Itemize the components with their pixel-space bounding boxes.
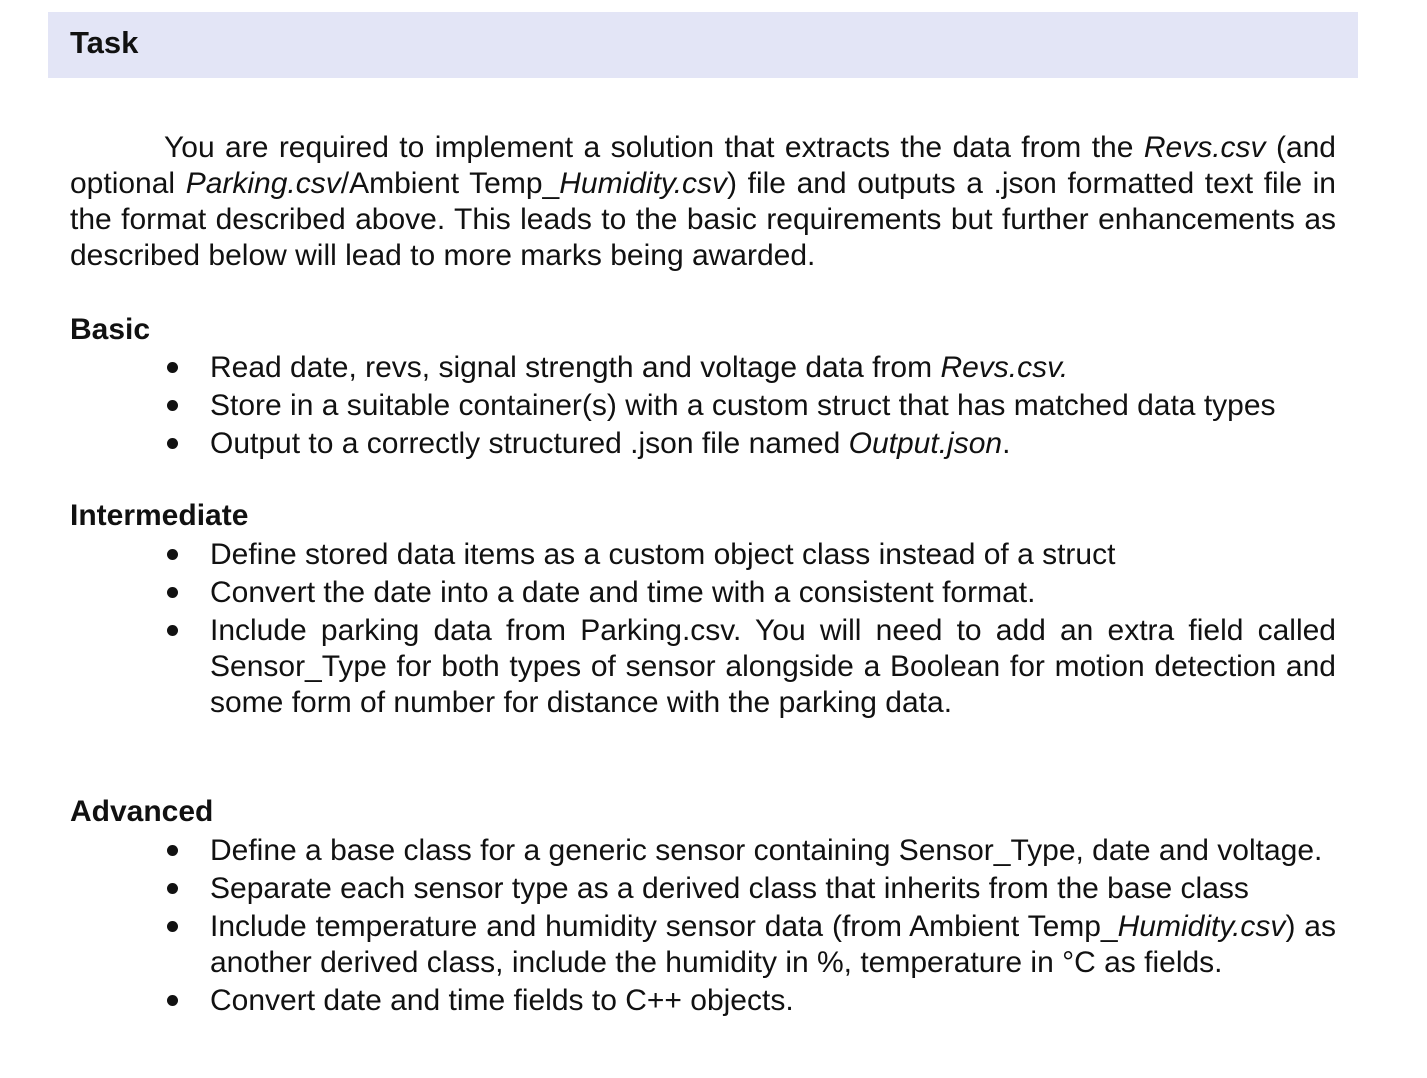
basic-item-3-file: Output.json [848, 427, 1003, 460]
bullet-icon [167, 587, 178, 598]
task-header-bar [48, 12, 1358, 78]
basic-list [0, 350, 1336, 464]
intermediate-heading: Intermediate [70, 499, 249, 532]
bullet-icon [167, 362, 178, 373]
basic-item-2-text: Store in a suitable container(s) with a custom struct that has matched data types [210, 389, 1276, 422]
basic-item-1-file: Revs.csv. [940, 351, 1069, 384]
bullet-icon [167, 549, 178, 560]
list-item [0, 613, 1336, 721]
list-item [0, 909, 1336, 981]
list-item [0, 537, 1336, 573]
basic-item-1-text: Read date, revs, signal strength and voltage data from [210, 351, 941, 384]
list-item [0, 575, 1336, 611]
advanced-item-2-text: Separate each sensor type as a derived class that inherits from the base class [210, 872, 1249, 905]
revs-filename: Revs.csv [1143, 131, 1266, 164]
intermediate-item-3-text: Include parking data from Parking.csv. You will need to add an extra field called Sensor_Type for both types of sensor alongside a Boolean for motion detection and some form of number for distance with the parking data. [210, 614, 1336, 719]
basic-heading: Basic [70, 313, 151, 346]
bullet-icon [167, 400, 178, 411]
list-item [0, 983, 1336, 1019]
bullet-icon [167, 625, 178, 636]
humidity-filename: Humidity.csv [559, 167, 728, 200]
basic-item-3-end: . [1002, 427, 1011, 460]
intro-text-2: (and optional [70, 131, 1336, 200]
list-item [0, 871, 1336, 907]
advanced-item-1-text: Define a base class for a generic sensor containing Sensor_Type, date and voltage. [210, 834, 1323, 867]
bullet-icon [167, 438, 178, 449]
intermediate-list [0, 537, 1336, 723]
advanced-item-4-text: Convert date and time fields to C++ objects. [210, 984, 794, 1017]
bullet-icon [167, 921, 178, 932]
advanced-list [0, 833, 1336, 1021]
list-item [0, 833, 1336, 869]
intermediate-item-1-text: Define stored data items as a custom object class instead of a struct [210, 538, 1116, 571]
intro-text-4: ) file and outputs a .json formatted text file in the format described above. This leads to the basic requirements but further enhancements as described below will lead to more marks being awarded. [70, 167, 1336, 272]
task-title: Task [70, 25, 139, 60]
advanced-item-3-file: Humidity.csv [1117, 910, 1286, 943]
intermediate-item-2-text: Convert the date into a date and time with a consistent format. [210, 576, 1036, 609]
advanced-item-3-text: Include temperature and humidity sensor data (from Ambient Temp_ [210, 910, 1118, 943]
bullet-icon [167, 883, 178, 894]
list-item [0, 426, 1336, 462]
bullet-icon [167, 845, 178, 856]
intro-paragraph [70, 130, 1336, 274]
parking-filename: Parking.csv [185, 167, 341, 200]
bullet-icon [167, 995, 178, 1006]
intro-text-3: /Ambient Temp_ [340, 167, 560, 200]
intro-text-1: You are required to implement a solution that extracts the data from the [164, 131, 1144, 164]
advanced-heading: Advanced [70, 795, 214, 828]
list-item [0, 388, 1336, 424]
advanced-item-3-end: ) as another derived class, include the humidity in %, temperature in °C as fields. [210, 910, 1336, 979]
list-item [0, 350, 1336, 386]
basic-item-3-text: Output to a correctly structured .json file named [210, 427, 849, 460]
